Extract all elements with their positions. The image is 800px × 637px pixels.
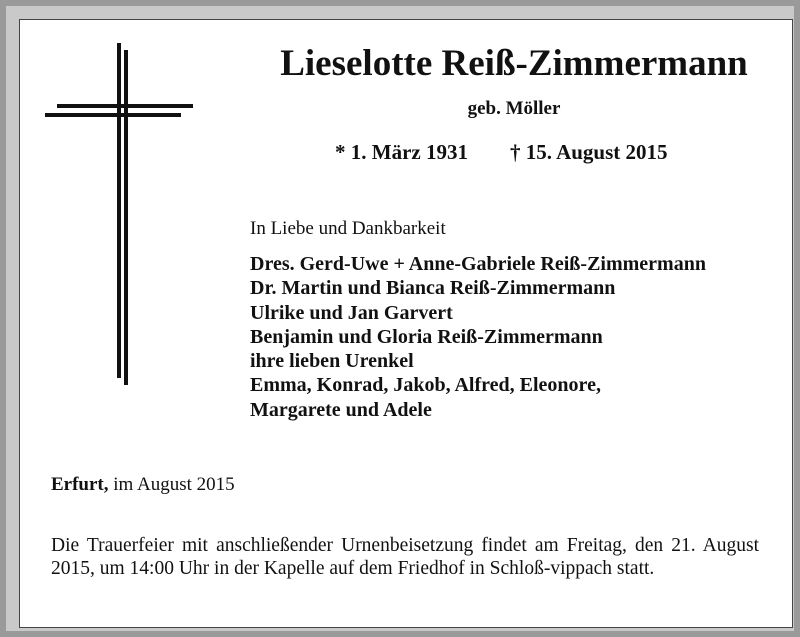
place-name: Erfurt,	[51, 474, 109, 495]
mourner-line: Margarete und Adele	[250, 398, 432, 421]
mourner-line: ihre lieben Urenkel	[250, 350, 414, 373]
birth-name: geb. Möller	[467, 98, 561, 119]
mourner-line: Dres. Gerd-Uwe + Anne-Gabriele Reiß-Zimmermann	[250, 253, 706, 275]
obituary-notice	[19, 19, 793, 628]
service-info: Die Trauerfeier mit anschließender Urnenbeisetzung findet am Freitag, den 21. August 2015, um 14:00 Uhr in der Kapelle auf dem Friedhof in Schloß-vippach statt.	[51, 535, 759, 579]
mourner-line: Ulrike und Jan Garvert	[250, 301, 453, 324]
intro-text: In Liebe und Dankbarkeit	[250, 218, 446, 239]
mourner-line: Dr. Martin und Bianca Reiß-Zimmermann	[250, 277, 616, 300]
birth-date: * 1. März 1931	[335, 140, 468, 164]
notice-frame	[6, 6, 794, 631]
place-date-text: im August 2015	[108, 474, 235, 495]
mourner-line: Emma, Konrad, Jakob, Alfred, Eleonore,	[250, 374, 601, 397]
deceased-name: Lieselotte Reiß-Zimmermann	[280, 43, 748, 84]
place-date	[51, 474, 235, 496]
death-date: † 15. August 2015	[510, 140, 668, 164]
mourner-line: Benjamin und Gloria Reiß-Zimmermann	[250, 325, 603, 348]
mourners-list	[250, 252, 706, 422]
